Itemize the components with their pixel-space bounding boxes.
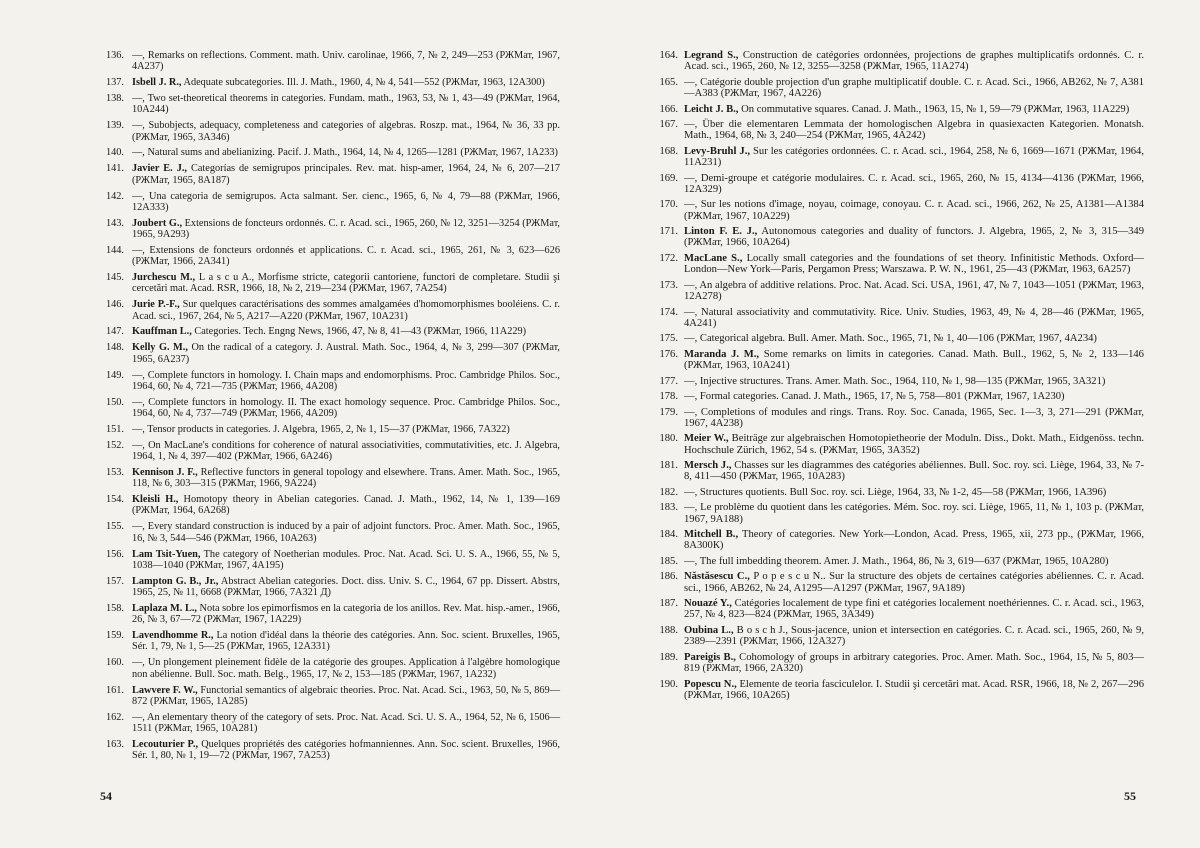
reference-author: Lavendhomme R.,	[132, 630, 214, 642]
reference-entry	[656, 407, 1144, 430]
reference-entry	[656, 652, 1144, 675]
reference-entry	[656, 433, 1144, 456]
reference-entry	[656, 502, 1144, 525]
reference-number: 149.	[105, 369, 124, 381]
reference-text: Homotopy theory in Abelian categories. Canad. J. Math., 1962, 14, № 1, 139—169 (РЖМат, 1964, 6А268)	[132, 494, 560, 517]
reference-text: —, Un plongement pleinement fidèle de la catégorie des groupes. Application à l'algèbre homologique non abélienne. Bull. Soc. math. Belg., 1965, 17, № 2, 153—185 (РЖМат, 1967, 1А232)	[132, 657, 560, 680]
reference-text: —, Structures quotients. Bull Soc. roy. sci. Liège, 1964, 33, № 1-2, 45—58 (РЖМат, 1966, 1А396)	[684, 486, 1107, 498]
reference-entry	[104, 603, 560, 626]
reference-author: Năstăsescu C.,	[684, 571, 750, 583]
reference-text: Abstract Abelian categories. Doct. diss. Univ. S. C., 1964, 67 pp. Dissert. Abstrs, 1965, 25, № 11, 6668 (РЖМат, 1966, 7А321 Д)	[132, 575, 560, 599]
reference-number: 162.	[105, 711, 124, 723]
reference-text: —, Injective structures. Trans. Amer. Math. Soc., 1964, 110, № 1, 98—135 (РЖМат, 1965, 3А321)	[684, 375, 1106, 387]
reference-number: 139.	[105, 120, 124, 132]
reference-text: —, Tensor products in categories. J. Algebra, 1965, 2, № 1, 15—37 (РЖМат, 1966, 7А322)	[132, 423, 510, 435]
reference-number: 159.	[105, 630, 124, 642]
reference-number: 167.	[659, 119, 678, 131]
reference-number: 163.	[105, 738, 124, 750]
reference-number: 153.	[105, 467, 124, 478]
reference-text: —, Categorical algebra. Bull. Amer. Math. Soc., 1965, 71, № 1, 40—106 (РЖМат, 1967, 4А234)	[684, 333, 1097, 345]
reference-number: 156.	[105, 548, 124, 560]
reference-text: —, Complete functors in homology. II. The exact homology sequence. Proc. Cambridge Philos. Soc., 1964, 60, № 4, 737—749 (РЖМат, 1966, 4А209)	[132, 396, 560, 420]
reference-number: 179.	[659, 406, 678, 418]
reference-entry	[104, 630, 560, 653]
reference-text: The category of Noetherian modules. Proc. Nat. Acad. Sci. U. S. A., 1966, 55, № 5, 1038—1040 (РЖМат, 1967, 4А195)	[132, 548, 560, 571]
reference-text: —, Le problème du quotient dans les catégories. Mém. Soc. roy. sci. Liège, 1965, 11, № 1, 103 p. (РЖМат, 1967, 9А188)	[684, 502, 1144, 525]
reference-author: Lecouturier P.,	[132, 738, 199, 750]
reference-entry	[656, 679, 1144, 702]
reference-number: 174.	[659, 306, 678, 318]
reference-text: Chasses sur les diagrammes des catégories abéliennes. Bull. Soc. roy. sci. Liège, 1964, 33, № 7-8, 411—450 (РЖМат, 1965, 10А283)	[684, 460, 1145, 483]
reference-text: Catégories localement de type fini et catégories localement noethériennes. C. r. Acad. sci., 1963, 257, № 4, 823—824 (РЖМат, 1965, 3А349)	[684, 598, 1144, 621]
reference-number: 147.	[105, 326, 124, 338]
reference-text: Some remarks on limits in categories. Canad. Math. Bull., 1962, 5, № 2, 133—146 (РЖМат, 1963, 10А241)	[684, 348, 1144, 372]
reference-number: 146.	[105, 299, 124, 311]
reference-text: —, Natural sums and abelianizing. Pacif. J. Math., 1964, 14, № 4, 1265—1281 (РЖМат, 1967, 1А233)	[132, 147, 558, 159]
reference-text: —, Natural associativity and commutativity. Rice. Univ. Studies, 1963, 49, № 4, 28—46 (РЖМат, 1965, 4А241)	[684, 306, 1144, 329]
reference-text: Beiträge zur algebraischen Homotopietheorie der Moduln. Diss., Dokt. Math., Eidgenöss. techn. Hochschule Zürich, 1962, 54 s. (РЖМат, 1965, 3А352)	[684, 433, 1145, 456]
reference-number: 185.	[659, 555, 678, 567]
reference-text: On commutative squares. Canad. J. Math., 1963, 15, № 1, 59—79 (РЖМат, 1963, 11А229)	[738, 103, 1130, 115]
reference-number: 164.	[659, 50, 678, 61]
reference-author: Kauffman L.,	[132, 326, 192, 338]
reference-author: Javier E. J.,	[132, 163, 187, 175]
reference-author: Kennison J. F.,	[132, 467, 198, 478]
reference-number: 182.	[659, 486, 678, 498]
reference-text: —, Subobjects, adequacy, completeness and categories of algebras. Roszp. mat., 1964, № 36, 33 pp. (РЖМат, 1965, 3А346)	[132, 120, 560, 143]
reference-entry	[104, 272, 560, 295]
reference-text: —, Formal categories. Canad. J. Math., 1965, 17, № 5, 758—801 (РЖМат, 1967, 1А230)	[684, 391, 1065, 403]
reference-text: —, An elementary theory of the category of sets. Proc. Nat. Acad. Sci. U. S. A., 1964, 52, № 6, 1506—1511 (РЖМат, 1965, 10А281)	[132, 711, 560, 734]
reference-text: —, An algebra of additive relations. Proc. Nat. Acad. Sci. USA, 1961, 47, № 7, 1043—1051 (РЖМат, 1963, 12А278)	[684, 279, 1144, 303]
reference-number: 155.	[105, 521, 124, 533]
reference-text: —, Una categoria de semigrupos. Acta salmant. Ser. cienc., 1965, 6, № 4, 79—88 (РЖМат, 1966, 12А333)	[132, 190, 560, 213]
reference-author: Lampton G. B., Jr.,	[132, 575, 219, 587]
reference-number: 171.	[659, 226, 678, 238]
reference-number: 165.	[659, 76, 678, 88]
reference-entry	[104, 163, 560, 186]
reference-entry	[104, 245, 560, 268]
reference-number: 145.	[105, 272, 124, 284]
reference-author: Legrand S.,	[684, 50, 739, 61]
reference-author: Lam Tsit-Yuen,	[132, 548, 201, 560]
reference-text: Theory of categories. New York—London, Acad. Press, 1965, xii, 273 pp., (РЖМат, 1966, 8А300К)	[684, 529, 1144, 552]
reference-author: Jurchescu M.,	[132, 272, 196, 284]
reference-entry	[104, 576, 560, 599]
reference-entry	[656, 529, 1144, 552]
reference-text: —, Two set-theoretical theorems in categories. Fundam. math., 1963, 53, № 1, 43—49 (РЖМат, 1964, 10А244)	[132, 93, 560, 116]
reference-number: 140.	[105, 147, 124, 159]
right-page	[656, 50, 1144, 705]
reference-entry	[656, 487, 1144, 498]
reference-number: 176.	[659, 348, 678, 360]
reference-number: 186.	[659, 571, 678, 583]
reference-text: —, Complete functors in homology. I. Chain maps and endomorphisms. Proc. Cambridge Philos. Soc., 1964, 60, № 4, 721—735 (РЖМат, 1966, 4А208)	[132, 369, 560, 392]
page-number-left: 54	[100, 789, 112, 803]
reference-text: Reflective functors in general topology and elsewhere. Trans. Amer. Math. Soc., 1965, 118, № 6, 303—315 (РЖМат, 1966, 9А224)	[132, 467, 561, 490]
reference-number: 177.	[659, 375, 678, 387]
reference-number: 157.	[105, 575, 124, 587]
reference-number: 183.	[659, 502, 678, 514]
reference-number: 154.	[105, 494, 124, 506]
reference-number: 136.	[105, 50, 124, 61]
reference-text: B o s c h J., Sous-jacence, union et intersection en catégories. C. r. Acad. sci., 1965, 260, № 9, 2389—2391 (РЖМат, 1966, 12А327)	[684, 624, 1145, 648]
reference-entry	[104, 494, 560, 517]
reference-entry	[104, 147, 560, 158]
page-number-right: 55	[1124, 789, 1136, 803]
reference-text: —, Extensions de foncteurs ordonnés et applications. C. r. Acad. sci., 1965, 261, № 3, 623—626 (РЖМат, 1966, 2А341)	[132, 244, 560, 268]
reference-entry	[656, 226, 1144, 249]
reference-text: Cohomology of groups in arbitrary categories. Proc. Amer. Math. Soc., 1964, 15, № 5, 803—819 (РЖМат, 1966, 2А320)	[684, 651, 1144, 675]
reference-author: Meier W.,	[684, 433, 729, 445]
reference-number: 144.	[105, 244, 124, 256]
reference-entry	[656, 280, 1144, 303]
reference-entry	[656, 556, 1144, 567]
reference-number: 150.	[105, 396, 124, 408]
reference-text: Sur quelques caractérisations des sommes amalgamées d'homomorphismes booléiens. C. r. Acad. sci., 1967, 264, № 5, A217—A220 (РЖМат, 1967, 10А231)	[132, 299, 560, 322]
reference-number: 181.	[659, 460, 678, 472]
reference-entry	[104, 218, 560, 241]
reference-author: Kelly G. M.,	[132, 342, 188, 354]
reference-number: 161.	[105, 684, 124, 696]
reference-entry	[104, 397, 560, 420]
reference-number: 172.	[659, 252, 678, 264]
reference-number: 187.	[659, 598, 678, 610]
reference-author: Nouazé Y.,	[684, 598, 732, 610]
reference-entry	[104, 191, 560, 214]
reference-entry	[104, 440, 560, 463]
reference-number: 143.	[105, 217, 124, 229]
reference-entry	[104, 424, 560, 435]
reference-author: Leicht J. B.,	[684, 103, 739, 115]
reference-entry	[104, 467, 560, 490]
reference-text: P o p e s c u N.. Sur la structure des objets de certaines catégories abéliennes. C. r. Acad. sci., 1966, AB262, № 24, A1295—A1297 (РЖМат, 1967, 9А189)	[684, 571, 1144, 594]
reference-number: 152.	[105, 439, 124, 451]
reference-number: 175.	[659, 333, 678, 345]
reference-text: —, Remarks on reflections. Comment. math. Univ. carolinae, 1966, 7, № 2, 249—253 (РЖМат, 1967, 4А237)	[132, 50, 560, 73]
reference-text: Nota sobre los epimorfismos en la categoria de los anillos. Rev. Mat. hisp.-amer., 1966, 26, № 3, 67—72 (РЖМат, 1967, 1А229)	[132, 602, 560, 626]
reference-author: Popescu N.,	[684, 678, 737, 690]
reference-author: Maranda J. M.,	[684, 348, 759, 360]
reference-number: 170.	[659, 199, 678, 211]
reference-author: Mitchell B.,	[684, 529, 739, 541]
reference-text: —, On MacLane's conditions for coherence of natural associativities, commutativities, etc. J. Algebra, 1964, 1, № 4, 397—402 (РЖМат, 1966, 6А246)	[132, 439, 560, 463]
reference-entry	[656, 307, 1144, 330]
reference-text: Elemente de teoria fasciculelor. I. Studii şi cercetări mat. Acad. RSR, 1966, 18, № 2, 267—296 (РЖМат, 1966, 10А265)	[684, 678, 1144, 701]
reference-entry	[656, 376, 1144, 387]
reference-entry	[656, 625, 1144, 648]
reference-text: Quelques propriétés des catégories hofmanniennes. Ann. Soc. scient. Bruxelles, 1966, Sér. 1, 80, № 1, 19—72 (РЖМат, 1967, 7А253)	[132, 738, 560, 762]
reference-entry	[104, 326, 560, 337]
reference-entry	[104, 342, 560, 365]
reference-entry	[656, 391, 1144, 402]
reference-entry	[104, 549, 560, 572]
reference-text: —, Catégorie double projection d'un graphe multiplicatif double. C. r. Acad. Sci., 1966, AB262, № 7, A381—A383 (РЖМат, 1967, 4А226)	[684, 76, 1144, 100]
reference-text: Adequate subcategories. Ill. J. Math., 1960, 4, № 4, 541—552 (РЖМат, 1963, 12А300)	[181, 77, 545, 89]
reference-text: Autonomous categories and duality of functors. J. Algebra, 1965, 2, № 3, 315—349 (РЖМат, 1966, 10А264)	[684, 226, 1144, 249]
reference-entry	[104, 370, 560, 393]
reference-text: Sur les catégories ordonnées. C. r. Acad. sci., 1964, 258, № 6, 1669—1671 (РЖМат, 1964, 11А231)	[684, 145, 1144, 169]
reference-author: Jurie P.-F.,	[132, 299, 180, 311]
reference-number: 178.	[659, 391, 678, 403]
reference-entry	[656, 253, 1144, 276]
reference-number: 188.	[659, 624, 678, 636]
reference-entry	[104, 93, 560, 116]
reference-entry	[656, 333, 1144, 344]
reference-author: Oubina L.,	[684, 624, 734, 636]
reference-entry	[104, 120, 560, 143]
reference-text: —, The full imbedding theorem. Amer. J. Math., 1964, 86, № 3, 619—637 (РЖМат, 1965, 10А280)	[684, 555, 1109, 567]
reference-number: 138.	[105, 93, 124, 105]
reference-author: Lawvere F. W.,	[132, 684, 198, 696]
reference-text: Categorías de semigrupos principales. Rev. mat. hisp-amer, 1964, 24, № 6, 207—217 (РЖМат, 1965, 8А187)	[132, 163, 560, 186]
reference-entry	[656, 119, 1144, 142]
reference-text: Construction de catégories ordonnées, projections de graphes multiplicatifs ordonnés. C. r. Acad. sci., 1965, 260, № 12, 3255—3258 (РЖМат, 1965, 11А274)	[684, 50, 1144, 73]
reference-text: La notion d'idéal dans la théorie des catégories. Ann. Soc. scient. Bruxelles, 1965, Sér. 1, 79, № 1, 5—25 (РЖМат, 1965, 12А331)	[132, 630, 561, 653]
reference-entry	[656, 173, 1144, 196]
reference-author: MacLane S.,	[684, 252, 743, 264]
reference-list-right	[656, 50, 1144, 701]
reference-number: 169.	[659, 172, 678, 184]
reference-entry	[656, 146, 1144, 169]
reference-entry	[656, 460, 1144, 483]
reference-author: Levy-Bruhl J.,	[684, 145, 750, 157]
reference-author: Laplaza M. L.,	[132, 602, 197, 614]
reference-number: 160.	[105, 657, 124, 669]
reference-entry	[656, 77, 1144, 100]
reference-text: Extensions de foncteurs ordonnés. C. r. Acad. sci., 1965, 260, № 12, 3251—3254 (РЖМат, 1965, 9А293)	[132, 217, 560, 241]
reference-text: —, Über die elementaren Lemmata der homologischen Algebra in quasiexacten Kategorien. Monatsh. Math., 1964, 68, № 3, 240—254 (РЖМат, 1965, 4А242)	[684, 119, 1144, 142]
reference-number: 168.	[659, 145, 678, 157]
reference-number: 180.	[659, 433, 678, 445]
reference-author: Linton F. E. J.,	[684, 226, 758, 238]
reference-entry	[656, 199, 1144, 222]
reference-number: 166.	[659, 103, 678, 115]
reference-number: 151.	[105, 423, 124, 435]
reference-number: 189.	[659, 651, 678, 663]
reference-author: Isbell J. R.,	[132, 77, 182, 89]
reference-author: Pareigis B.,	[684, 651, 736, 663]
reference-entry	[104, 657, 560, 680]
reference-number: 141.	[105, 163, 124, 175]
reference-entry	[104, 77, 560, 88]
reference-entry	[656, 349, 1144, 372]
reference-text: —, Sur les notions d'image, noyau, coimage, conoyau. C. r. Acad. sci., 1966, 262, № 25, A1381—A1384 (РЖМат, 1967, 10А229)	[684, 199, 1144, 222]
reference-author: Kleisli H.,	[132, 494, 179, 506]
reference-number: 173.	[659, 279, 678, 291]
reference-entry	[104, 299, 560, 322]
reference-text: Categories. Tech. Engng News, 1966, 47, № 8, 41—43 (РЖМат, 1966, 11А229)	[191, 326, 527, 338]
reference-entry	[104, 50, 560, 73]
reference-entry	[104, 739, 560, 762]
reference-text: On the radical of a category. J. Austral. Math. Soc., 1964, 4, № 3, 299—307 (РЖМат, 1965, 6А237)	[132, 342, 560, 365]
reference-text: —, Demi-groupe et catégorie modulaires. C. r. Acad. sci., 1965, 260, № 15, 4134—4136 (РЖМат, 1966, 12А329)	[684, 172, 1144, 195]
reference-entry	[104, 685, 560, 708]
reference-author: Joubert G.,	[132, 217, 183, 229]
reference-number: 190.	[659, 678, 678, 690]
reference-author: Mersch J.,	[684, 460, 732, 472]
reference-text: Functorial semantics of algebraic theories. Proc. Nat. Acad. Sci., 1963, 50, № 5, 869—872 (РЖМат, 1965, 1А285)	[132, 684, 560, 707]
reference-number: 184.	[659, 529, 678, 541]
reference-number: 148.	[105, 342, 124, 354]
reference-number: 137.	[105, 77, 124, 89]
reference-text: L a s c u A., Morfisme stricte, categorii cantoriene, functori de completare. Studii şi cercetări mat. Acad. RSR, 1966, 18, № 2, 219—234 (РЖМат, 1967, 7А254)	[132, 272, 561, 295]
reference-text: Locally small categories and the foundations of set theory. Infinitistic Methods. Oxford—London—New York—Paris, Pergamon Press; Warszawa. P. W. N., 1961, 25—43 (РЖМат, 1963, 6А257)	[684, 252, 1145, 276]
reference-list-left	[104, 50, 560, 761]
reference-entry	[656, 598, 1144, 621]
reference-entry	[104, 712, 560, 735]
reference-entry	[104, 521, 560, 544]
reference-entry	[656, 104, 1144, 115]
reference-entry	[656, 571, 1144, 594]
reference-text: —, Every standard construction is induced by a pair of adjoint functors. Proc. Amer. Math. Soc., 1965, 16, № 3, 544—546 (РЖМат, 1966, 10А263)	[132, 521, 560, 544]
reference-text: —, Completions of modules and rings. Trans. Roy. Soc. Canada, 1965, Sec. 1—3, 3, 271—291 (РЖМат, 1967, 4А238)	[684, 406, 1144, 429]
reference-entry	[656, 50, 1144, 73]
reference-number: 158.	[105, 602, 124, 614]
reference-number: 142.	[105, 190, 124, 202]
left-page	[104, 50, 560, 766]
